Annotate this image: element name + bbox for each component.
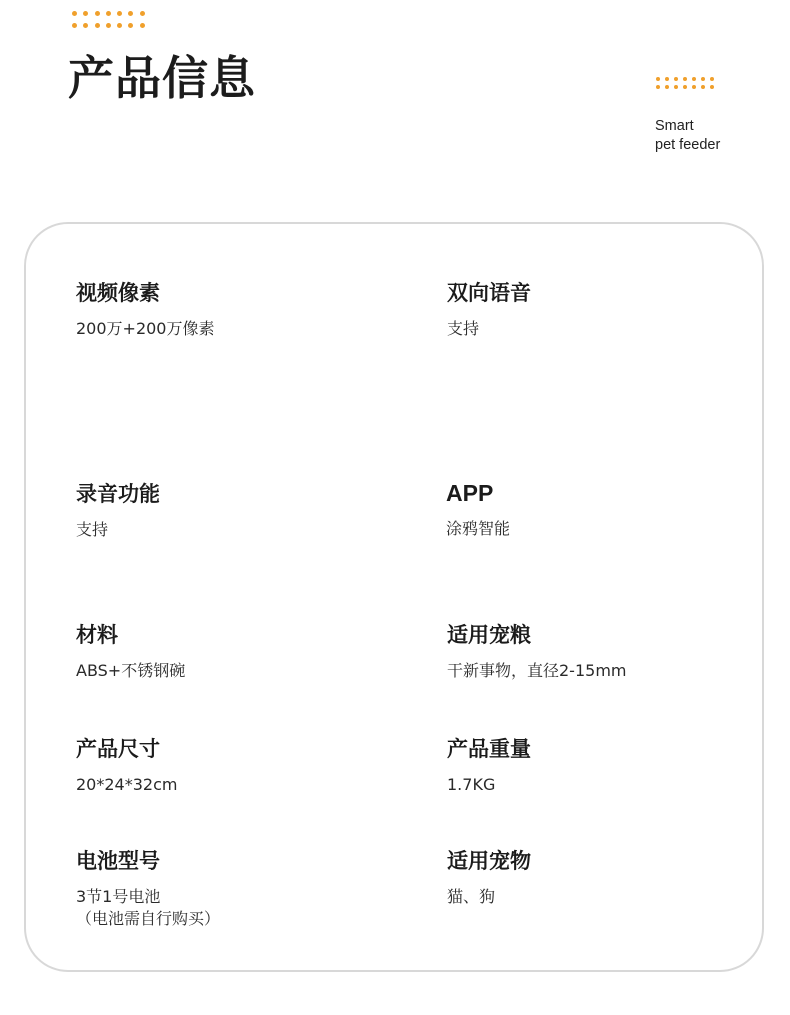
tagline: [655, 117, 720, 155]
page-title: 产品信息: [68, 51, 256, 105]
spec-value: ABS+不锈钢碗: [76, 661, 186, 680]
spec-label: 产品重量: [447, 737, 531, 761]
spec-label: 双向语音: [447, 281, 531, 305]
spec-label: 适用宠物: [447, 849, 531, 873]
spec-label: 适用宠粮: [447, 623, 531, 647]
spec-label: 产品尺寸: [76, 737, 160, 761]
spec-recording: [76, 481, 376, 540]
decorative-dots-top: [72, 11, 145, 28]
decorative-dots-right: [656, 77, 715, 89]
spec-label: 电池型号: [76, 849, 160, 873]
spec-value: 3节1号电池: [76, 887, 161, 906]
spec-label: 录音功能: [76, 482, 160, 506]
spec-card: [24, 222, 764, 972]
spec-app: [446, 480, 746, 539]
tagline-line-2: pet feeder: [655, 137, 721, 153]
spec-value: 1.7KG: [447, 775, 496, 794]
tagline-line-1: Smart: [655, 118, 694, 134]
spec-value: 猫、狗: [447, 887, 496, 906]
spec-dimensions: [76, 736, 376, 795]
spec-value: 涂鸦智能: [446, 519, 511, 538]
spec-value: 支持: [76, 520, 109, 539]
spec-note: （电池需自行购买）: [76, 909, 221, 928]
spec-label: APP: [446, 480, 494, 506]
spec-battery: [76, 848, 376, 929]
spec-material: [76, 622, 376, 681]
spec-weight: [447, 736, 747, 795]
spec-video-pixels: [76, 280, 376, 339]
spec-two-way-audio: [447, 280, 747, 339]
spec-food-type: [447, 622, 747, 681]
spec-value: 干新事物，直径2-15mm: [447, 661, 627, 680]
spec-suitable-pets: [447, 848, 747, 907]
spec-value: 20*24*32cm: [76, 775, 178, 794]
spec-value: 支持: [447, 319, 480, 338]
spec-label: 材料: [76, 623, 118, 647]
spec-label: 视频像素: [76, 281, 160, 305]
spec-value: 200万+200万像素: [76, 319, 215, 338]
